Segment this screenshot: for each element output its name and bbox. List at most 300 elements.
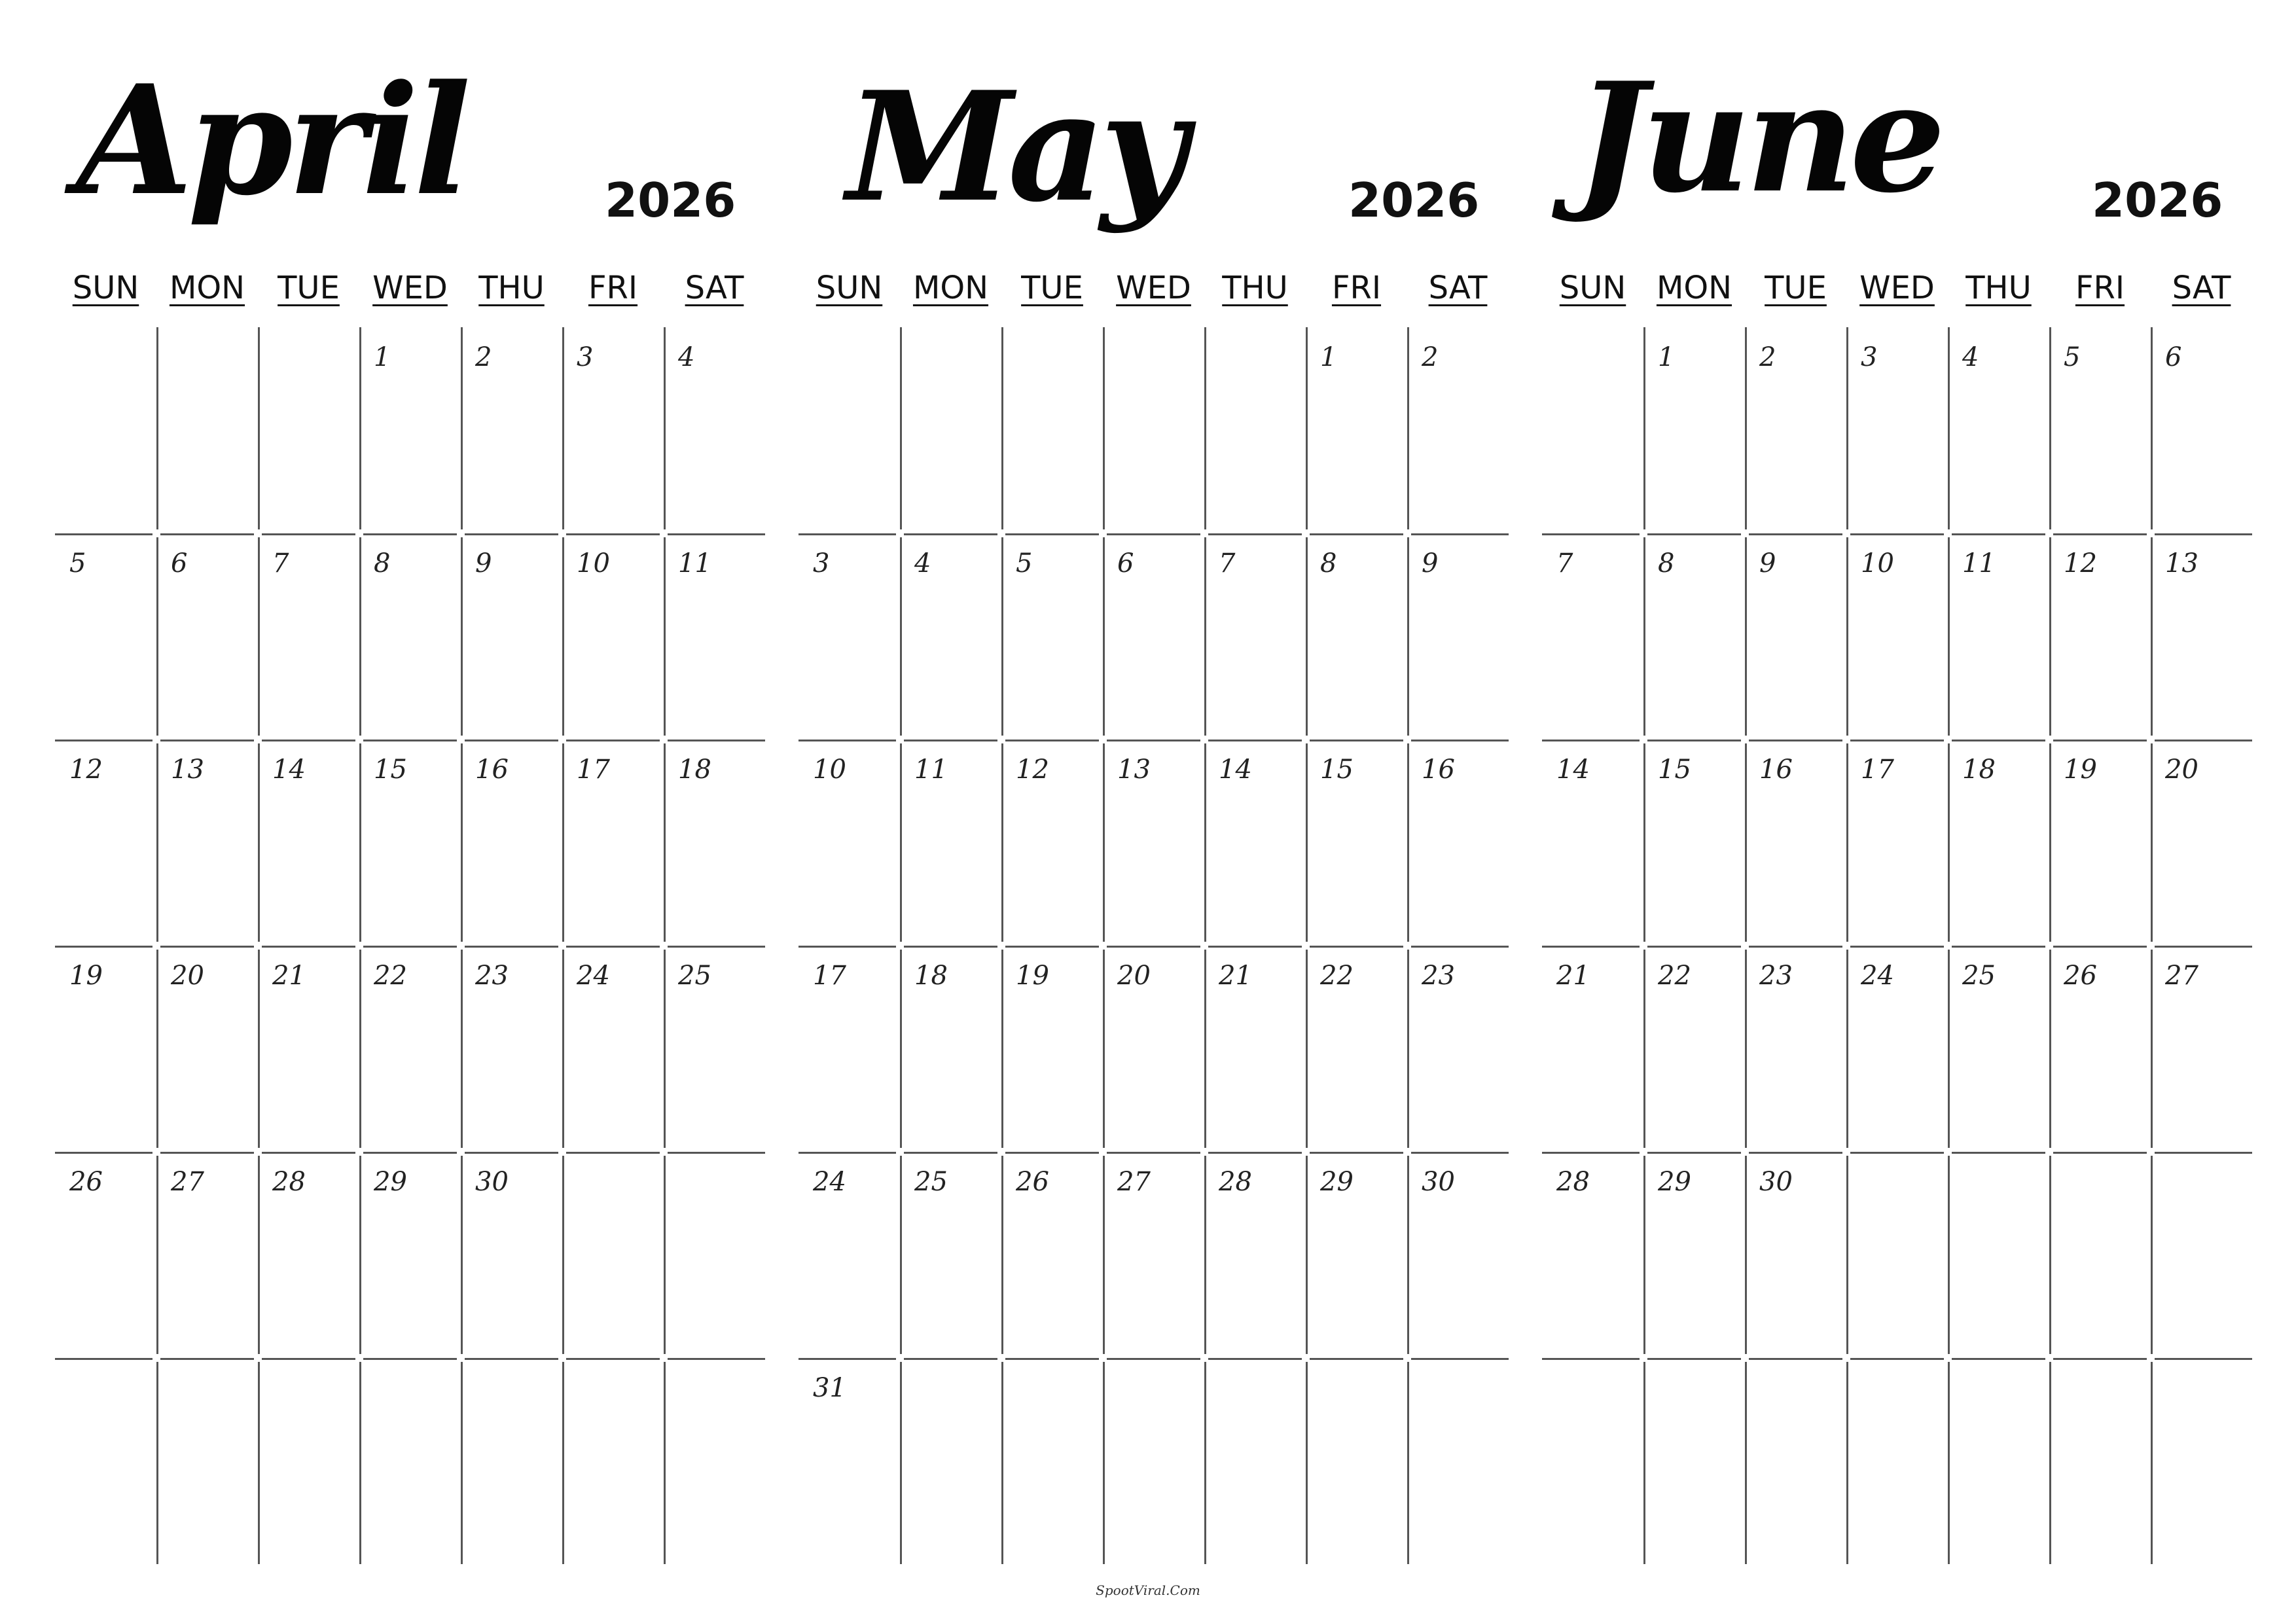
- day-number: 12: [1016, 755, 1049, 785]
- row-divider: [1952, 946, 2045, 948]
- column-divider: [1948, 327, 1950, 529]
- day-number: 26: [2064, 961, 2097, 991]
- row-divider: [904, 946, 997, 948]
- row-divider: [1208, 1152, 1302, 1154]
- column-divider: [2049, 1362, 2051, 1564]
- row-divider: [1647, 1358, 1741, 1360]
- column-divider: [664, 327, 666, 529]
- column-divider: [1204, 950, 1206, 1148]
- column-divider: [461, 537, 463, 736]
- day-number: 17: [813, 961, 846, 991]
- column-divider: [900, 1362, 902, 1564]
- day-number: 9: [475, 548, 492, 579]
- column-divider: [1306, 1362, 1308, 1564]
- column-divider: [156, 1362, 158, 1564]
- day-number: 17: [577, 755, 610, 785]
- row-divider: [798, 533, 896, 535]
- day-number: 9: [1422, 548, 1439, 579]
- column-divider: [562, 537, 564, 736]
- day-number: 11: [1962, 548, 1996, 579]
- column-divider: [1407, 743, 1409, 942]
- day-number: 6: [1117, 548, 1134, 579]
- column-divider: [1204, 743, 1206, 942]
- column-divider: [1643, 950, 1645, 1148]
- row-divider: [668, 1152, 765, 1154]
- row-divider: [1310, 946, 1403, 948]
- column-divider: [1643, 1362, 1645, 1564]
- column-divider: [156, 327, 158, 529]
- row-divider: [566, 946, 660, 948]
- column-divider: [1407, 1362, 1409, 1564]
- row-divider: [1005, 1358, 1099, 1360]
- row-divider: [465, 1358, 558, 1360]
- day-number: 30: [475, 1167, 509, 1197]
- day-number: 14: [1556, 755, 1590, 785]
- column-divider: [1306, 743, 1308, 942]
- day-number: 31: [813, 1373, 846, 1403]
- day-number: 16: [1759, 755, 1793, 785]
- row-divider: [798, 946, 896, 948]
- day-number: 11: [678, 548, 711, 579]
- column-divider: [1948, 1156, 1950, 1354]
- row-divider: [1107, 1152, 1200, 1154]
- day-number: 1: [1658, 342, 1675, 372]
- weekday-header-fri: FRI: [2075, 270, 2125, 306]
- column-divider: [1948, 537, 1950, 736]
- row-divider: [1542, 1152, 1640, 1154]
- row-divider: [904, 1152, 997, 1154]
- row-divider: [55, 946, 152, 948]
- day-number: 22: [1658, 961, 1691, 991]
- day-number: 1: [1320, 342, 1337, 372]
- column-divider: [2049, 327, 2051, 529]
- weekday-header-thu: THU: [1965, 270, 2032, 306]
- column-divider: [1103, 537, 1105, 736]
- day-number: 19: [69, 961, 103, 991]
- column-divider: [900, 950, 902, 1148]
- column-divider: [664, 743, 666, 942]
- weekday-header-thu: THU: [1222, 270, 1288, 306]
- column-divider: [1306, 1156, 1308, 1354]
- row-divider: [1647, 1152, 1741, 1154]
- day-number: 29: [1658, 1167, 1691, 1197]
- day-number: 30: [1422, 1167, 1455, 1197]
- row-divider: [904, 740, 997, 741]
- column-divider: [1103, 950, 1105, 1148]
- row-divider: [1647, 740, 1741, 741]
- row-divider: [904, 533, 997, 535]
- row-divider: [363, 1152, 457, 1154]
- day-number: 19: [2064, 755, 2097, 785]
- month-year: 2026: [1348, 173, 1480, 228]
- column-divider: [258, 537, 260, 736]
- row-divider: [668, 740, 765, 741]
- row-divider: [668, 533, 765, 535]
- row-divider: [1850, 946, 1944, 948]
- day-number: 21: [1556, 961, 1590, 991]
- day-number: 3: [813, 548, 830, 579]
- column-divider: [2049, 1156, 2051, 1354]
- column-divider: [562, 1156, 564, 1354]
- column-divider: [258, 327, 260, 529]
- row-divider: [2053, 533, 2147, 535]
- day-number: 15: [374, 755, 407, 785]
- day-number: 14: [1219, 755, 1252, 785]
- row-divider: [1208, 533, 1302, 535]
- column-divider: [1204, 537, 1206, 736]
- day-number: 10: [577, 548, 610, 579]
- row-divider: [1749, 946, 1842, 948]
- column-divider: [359, 1362, 361, 1564]
- day-number: 15: [1320, 755, 1354, 785]
- column-divider: [1306, 537, 1308, 736]
- day-number: 14: [272, 755, 306, 785]
- column-divider: [461, 1362, 463, 1564]
- column-divider: [461, 950, 463, 1148]
- day-number: 8: [1320, 548, 1337, 579]
- row-divider: [566, 740, 660, 741]
- day-number: 12: [2064, 548, 2097, 579]
- weekday-header-tue: TUE: [278, 270, 340, 306]
- day-number: 7: [272, 548, 289, 579]
- column-divider: [1001, 1362, 1003, 1564]
- column-divider: [1204, 1156, 1206, 1354]
- column-divider: [1407, 1156, 1409, 1354]
- column-divider: [1001, 1156, 1003, 1354]
- column-divider: [1745, 1156, 1747, 1354]
- column-divider: [156, 537, 158, 736]
- row-divider: [1542, 740, 1640, 741]
- weekday-header-tue: TUE: [1765, 270, 1827, 306]
- row-divider: [1005, 740, 1099, 741]
- column-divider: [1103, 1156, 1105, 1354]
- day-number: 8: [374, 548, 391, 579]
- row-divider: [1005, 533, 1099, 535]
- month-year: 2026: [605, 173, 736, 228]
- day-number: 23: [1759, 961, 1793, 991]
- column-divider: [2049, 537, 2051, 736]
- weekday-header-wed: WED: [372, 270, 448, 306]
- column-divider: [2151, 950, 2153, 1148]
- row-divider: [1310, 533, 1403, 535]
- weekday-header-mon: MON: [169, 270, 245, 306]
- column-divider: [664, 950, 666, 1148]
- day-number: 21: [272, 961, 306, 991]
- column-divider: [1103, 743, 1105, 942]
- column-divider: [1407, 950, 1409, 1148]
- row-divider: [1850, 740, 1944, 741]
- day-number: 23: [475, 961, 509, 991]
- row-divider: [2053, 740, 2147, 741]
- day-number: 13: [1117, 755, 1151, 785]
- column-divider: [1948, 950, 1950, 1148]
- column-divider: [1948, 1362, 1950, 1564]
- row-divider: [262, 1358, 355, 1360]
- day-number: 9: [1759, 548, 1776, 579]
- row-divider: [1749, 740, 1842, 741]
- column-divider: [156, 743, 158, 942]
- column-divider: [664, 537, 666, 736]
- day-number: 13: [171, 755, 204, 785]
- row-divider: [566, 533, 660, 535]
- row-divider: [1107, 946, 1200, 948]
- column-divider: [1745, 743, 1747, 942]
- row-divider: [798, 740, 896, 741]
- row-divider: [262, 946, 355, 948]
- column-divider: [1745, 537, 1747, 736]
- row-divider: [262, 1152, 355, 1154]
- column-divider: [1643, 327, 1645, 529]
- row-divider: [363, 946, 457, 948]
- column-divider: [562, 1362, 564, 1564]
- day-number: 5: [2064, 342, 2081, 372]
- row-divider: [1310, 1152, 1403, 1154]
- column-divider: [1407, 327, 1409, 529]
- month-title: May: [846, 59, 1183, 236]
- column-divider: [258, 1362, 260, 1564]
- column-divider: [1001, 537, 1003, 736]
- column-divider: [2049, 950, 2051, 1148]
- row-divider: [1411, 1358, 1509, 1360]
- weekday-header-tue: TUE: [1021, 270, 1083, 306]
- weekday-header-sat: SAT: [1428, 270, 1488, 306]
- row-divider: [2053, 946, 2147, 948]
- day-number: 3: [577, 342, 594, 372]
- column-divider: [562, 950, 564, 1148]
- column-divider: [664, 1362, 666, 1564]
- day-number: 25: [914, 1167, 948, 1197]
- day-number: 10: [813, 755, 846, 785]
- column-divider: [1643, 743, 1645, 942]
- weekday-header-fri: FRI: [588, 270, 638, 306]
- row-divider: [1310, 1358, 1403, 1360]
- column-divider: [1001, 327, 1003, 529]
- row-divider: [363, 533, 457, 535]
- row-divider: [1749, 1152, 1842, 1154]
- row-divider: [1411, 533, 1509, 535]
- column-divider: [1846, 327, 1848, 529]
- row-divider: [160, 740, 254, 741]
- day-number: 5: [1016, 548, 1033, 579]
- day-number: 20: [1117, 961, 1151, 991]
- column-divider: [359, 1156, 361, 1354]
- day-number: 29: [374, 1167, 407, 1197]
- column-divider: [1001, 743, 1003, 942]
- row-divider: [566, 1358, 660, 1360]
- row-divider: [1542, 946, 1640, 948]
- row-divider: [1411, 740, 1509, 741]
- day-number: 25: [678, 961, 711, 991]
- day-number: 30: [1759, 1167, 1793, 1197]
- day-number: 4: [1962, 342, 1979, 372]
- row-divider: [1850, 533, 1944, 535]
- column-divider: [1745, 327, 1747, 529]
- row-divider: [2155, 533, 2252, 535]
- day-number: 25: [1962, 961, 1996, 991]
- row-divider: [262, 533, 355, 535]
- row-divider: [1952, 533, 2045, 535]
- day-number: 6: [2165, 342, 2182, 372]
- weekday-header-sun: SUN: [72, 270, 139, 306]
- day-number: 22: [374, 961, 407, 991]
- row-divider: [55, 1358, 152, 1360]
- column-divider: [1001, 950, 1003, 1148]
- column-divider: [1306, 327, 1308, 529]
- row-divider: [262, 740, 355, 741]
- column-divider: [664, 1156, 666, 1354]
- day-number: 18: [914, 961, 948, 991]
- row-divider: [55, 533, 152, 535]
- column-divider: [359, 537, 361, 736]
- weekday-header-mon: MON: [912, 270, 989, 306]
- day-number: 15: [1658, 755, 1691, 785]
- row-divider: [55, 1152, 152, 1154]
- row-divider: [1208, 740, 1302, 741]
- row-divider: [1208, 946, 1302, 948]
- day-number: 26: [1016, 1167, 1049, 1197]
- column-divider: [461, 1156, 463, 1354]
- column-divider: [2151, 1156, 2153, 1354]
- day-number: 4: [678, 342, 695, 372]
- column-divider: [1745, 950, 1747, 1148]
- column-divider: [359, 743, 361, 942]
- day-number: 16: [475, 755, 509, 785]
- column-divider: [258, 1156, 260, 1354]
- row-divider: [160, 946, 254, 948]
- row-divider: [55, 740, 152, 741]
- day-number: 22: [1320, 961, 1354, 991]
- row-divider: [1005, 946, 1099, 948]
- day-number: 6: [171, 548, 188, 579]
- column-divider: [562, 743, 564, 942]
- column-divider: [1846, 1156, 1848, 1354]
- column-divider: [562, 327, 564, 529]
- day-number: 3: [1861, 342, 1878, 372]
- row-divider: [160, 1152, 254, 1154]
- row-divider: [668, 1358, 765, 1360]
- weekday-header-wed: WED: [1116, 270, 1191, 306]
- row-divider: [798, 1358, 896, 1360]
- column-divider: [1643, 1156, 1645, 1354]
- day-number: 20: [171, 961, 204, 991]
- row-divider: [1952, 740, 2045, 741]
- day-number: 7: [1556, 548, 1573, 579]
- day-number: 28: [1219, 1167, 1252, 1197]
- day-number: 2: [1422, 342, 1439, 372]
- column-divider: [1407, 537, 1409, 736]
- weekday-header-sun: SUN: [816, 270, 883, 306]
- day-number: 20: [2165, 755, 2198, 785]
- weekday-header-thu: THU: [478, 270, 545, 306]
- weekday-header-mon: MON: [1656, 270, 1732, 306]
- day-number: 24: [577, 961, 610, 991]
- day-number: 23: [1422, 961, 1455, 991]
- day-number: 13: [2165, 548, 2198, 579]
- row-divider: [1647, 533, 1741, 535]
- column-divider: [156, 1156, 158, 1354]
- column-divider: [1846, 537, 1848, 736]
- row-divider: [1850, 1152, 1944, 1154]
- day-number: 2: [1759, 342, 1776, 372]
- day-number: 28: [1556, 1167, 1590, 1197]
- row-divider: [904, 1358, 997, 1360]
- row-divider: [798, 1152, 896, 1154]
- day-number: 17: [1861, 755, 1894, 785]
- day-number: 2: [475, 342, 492, 372]
- row-divider: [465, 533, 558, 535]
- column-divider: [900, 537, 902, 736]
- column-divider: [2151, 537, 2153, 736]
- day-number: 8: [1658, 548, 1675, 579]
- row-divider: [1005, 1152, 1099, 1154]
- row-divider: [668, 946, 765, 948]
- column-divider: [1948, 743, 1950, 942]
- weekday-header-sat: SAT: [685, 270, 744, 306]
- day-number: 11: [914, 755, 948, 785]
- day-number: 7: [1219, 548, 1236, 579]
- row-divider: [2155, 1152, 2252, 1154]
- row-divider: [1749, 1358, 1842, 1360]
- day-number: 28: [272, 1167, 306, 1197]
- column-divider: [1846, 743, 1848, 942]
- column-divider: [1846, 950, 1848, 1148]
- weekday-header-fri: FRI: [1331, 270, 1382, 306]
- weekday-header-sat: SAT: [2172, 270, 2231, 306]
- row-divider: [160, 1358, 254, 1360]
- month-april: [55, 0, 764, 1623]
- day-number: 12: [69, 755, 103, 785]
- weekday-header-sun: SUN: [1559, 270, 1626, 306]
- day-number: 10: [1861, 548, 1894, 579]
- column-divider: [359, 327, 361, 529]
- row-divider: [465, 946, 558, 948]
- month-title: June: [1575, 50, 1941, 226]
- day-number: 19: [1016, 961, 1049, 991]
- column-divider: [1204, 1362, 1206, 1564]
- row-divider: [1310, 740, 1403, 741]
- row-divider: [1107, 533, 1200, 535]
- day-number: 18: [678, 755, 711, 785]
- column-divider: [1204, 327, 1206, 529]
- column-divider: [156, 950, 158, 1148]
- column-divider: [2151, 327, 2153, 529]
- month-title: April: [76, 52, 466, 229]
- row-divider: [2155, 740, 2252, 741]
- row-divider: [2053, 1152, 2147, 1154]
- row-divider: [566, 1152, 660, 1154]
- day-number: 27: [1117, 1167, 1151, 1197]
- row-divider: [1952, 1358, 2045, 1360]
- day-number: 4: [914, 548, 931, 579]
- day-number: 26: [69, 1167, 103, 1197]
- row-divider: [363, 740, 457, 741]
- row-divider: [1208, 1358, 1302, 1360]
- row-divider: [465, 1152, 558, 1154]
- day-number: 27: [2165, 961, 2198, 991]
- month-june: [1542, 0, 2251, 1623]
- row-divider: [2053, 1358, 2147, 1360]
- column-divider: [900, 1156, 902, 1354]
- day-number: 1: [374, 342, 391, 372]
- column-divider: [1745, 1362, 1747, 1564]
- column-divider: [1103, 327, 1105, 529]
- column-divider: [359, 950, 361, 1148]
- month-year: 2026: [2092, 173, 2223, 228]
- row-divider: [1411, 946, 1509, 948]
- column-divider: [2151, 743, 2153, 942]
- column-divider: [2049, 743, 2051, 942]
- row-divider: [1107, 1358, 1200, 1360]
